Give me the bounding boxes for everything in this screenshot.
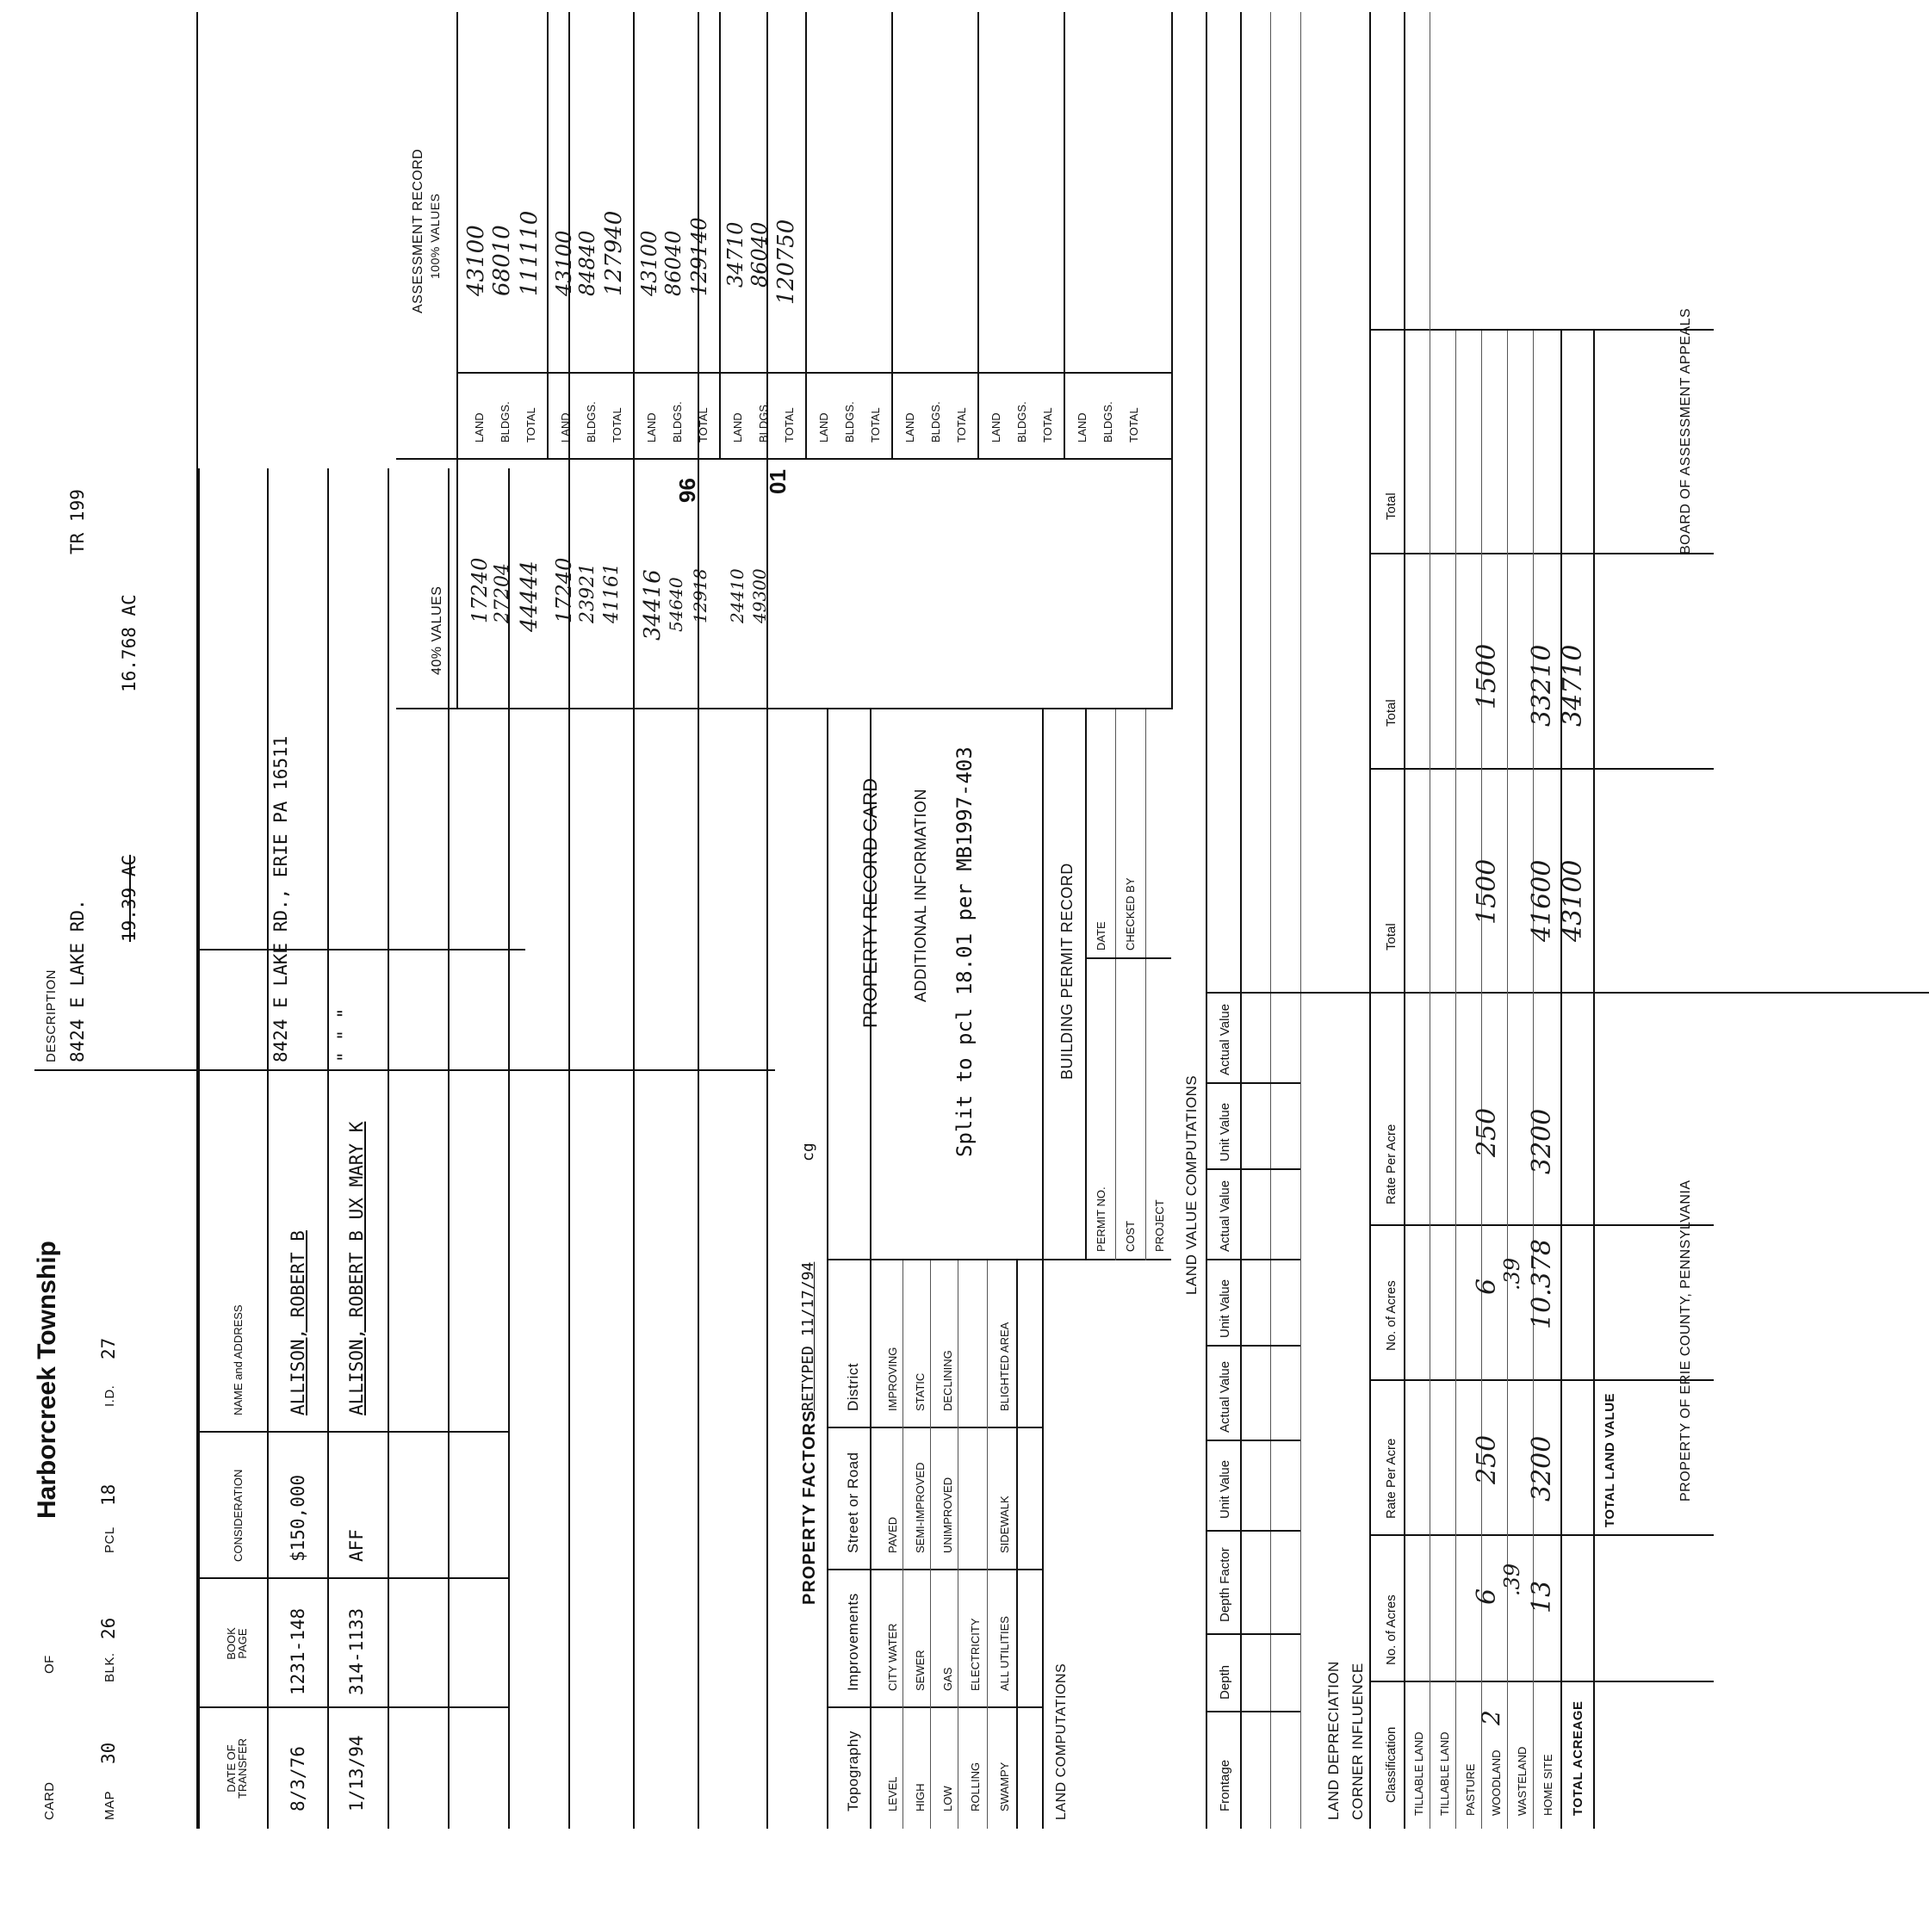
assess-year-96: 96 [674,478,700,503]
street-semi-improved: SEMI-IMPROVED [914,1462,927,1553]
assess-land-3: LAND [645,412,658,443]
transfer-consideration-1: $150,000 [288,1474,308,1562]
assess-total-4: TOTAL [783,407,796,443]
assess-value-4: 43100 [552,230,576,296]
homesite-total-2: 33210 [1527,644,1557,727]
transfer-date-2: 1/13/94 [346,1735,367,1811]
blk-value: 26 [98,1617,119,1639]
v40-11: 49300 [749,568,770,623]
v40-1: 17240 [468,557,492,623]
permit-title: BUILDING PERMIT RECORD [1058,863,1076,1080]
v40-2: 27204 [492,563,513,623]
assess-land-5: LAND [817,412,830,443]
footer-left: PROPERTY OF ERIE COUNTY, PENNSYLVANIA [1678,1180,1693,1502]
total-land-value: TOTAL LAND VALUE [1603,1392,1617,1527]
topo-swampy: SWAMPY [998,1762,1011,1811]
assess-total-3: TOTAL [697,407,710,443]
topo-low: LOW [941,1786,954,1811]
permit-no: PERMIT NO. [1095,1186,1107,1252]
lv-frontage: Frontage [1218,1759,1232,1811]
v40-10: 24410 [727,568,747,623]
pf-col-district: District [845,1363,861,1411]
homesite-rate: 3200 [1527,1435,1557,1502]
pf-col-topography: Topography [845,1731,861,1811]
assess-total-6: TOTAL [955,407,968,443]
assess-land-2: LAND [559,412,572,443]
tick-mark: 2 [1477,1710,1505,1725]
district-static: STATIC [914,1372,927,1411]
woodland-acres-2: 6 [1472,1278,1502,1295]
id-value: 27 [98,1337,119,1359]
property-factors-initials: cg [799,1142,817,1161]
v40-9: 12918 [690,568,710,623]
acreage-old: 19.39 AC [119,854,140,942]
transfer-address-1: 8424 E LAKE RD., ERIE PA 16511 [270,735,291,1062]
lv-unit-value-1: Unit Value [1218,1459,1232,1519]
lc-rate-2: Rate Per Acre [1384,1124,1399,1204]
col-consideration: CONSIDERATION [232,1469,245,1562]
impr-all-utilities: ALL UTILITIES [998,1616,1011,1691]
footer-right: BOARD OF ASSESSMENT APPEALS [1678,307,1693,554]
permit-checked: CHECKED BY [1124,877,1137,951]
topo-rolling: ROLLING [969,1762,982,1811]
description-tr: TR 199 [67,489,88,554]
col-book-page: BOOK PAGE [225,1627,249,1660]
assess-bldgs-3: BLDGS. [671,401,684,443]
assess-total-7: TOTAL [1041,407,1054,443]
land-depreciation: LAND DEPRECIATION [1325,1661,1342,1820]
acreage-new: 16.768 AC [119,594,140,692]
assess-value-9: 129140 [687,217,711,296]
assess-value-10: 34710 [723,221,747,288]
lc-classification: Classification [1384,1726,1399,1803]
district-declining: DECLINING [941,1350,954,1411]
transfer-book-2: 314-1133 [346,1607,367,1695]
lv-depth-factor: Depth Factor [1218,1547,1232,1622]
impr-electricity: ELECTRICITY [969,1618,982,1691]
transfer-book-1: 1231-148 [288,1607,308,1695]
impr-city-water: CITY WATER [886,1623,899,1691]
assess-land-1: LAND [473,412,486,443]
topo-level: LEVEL [886,1776,899,1811]
class-home-site: HOME SITE [1541,1754,1554,1816]
assess-land-6: LAND [903,412,916,443]
woodland-total-2: 1500 [1472,643,1502,709]
assess-value-5: 84840 [575,230,599,296]
map-label: MAP [102,1790,117,1820]
v40-7: 34416 [640,569,666,641]
wasteland-acres-2: .39 [1500,1257,1524,1291]
wasteland-acres: .39 [1500,1563,1524,1596]
map-value: 30 [98,1742,119,1764]
assessment-subtitle: 100% VALUES [428,193,442,279]
card-label: CARD [42,1781,57,1820]
impr-gas: GAS [941,1667,954,1691]
lc-rate-1: Rate Per Acre [1384,1438,1399,1519]
pf-col-improvements: Improvements [845,1593,861,1691]
assess-value-6: 127940 [601,210,627,296]
woodland-acres: 6 [1472,1588,1502,1605]
lv-depth: Depth [1218,1664,1232,1700]
corner-influence: CORNER INFLUENCE [1349,1663,1366,1820]
class-tillable-1: TILLABLE LAND [1412,1731,1425,1816]
lc-total-1: Total [1384,923,1399,951]
pcl-label: PCL [102,1526,117,1553]
homesite-acres: 13 [1527,1580,1557,1613]
assess-bldgs-1: BLDGS. [499,401,512,443]
lc-acres-1: No. of Acres [1384,1595,1399,1665]
transfer-address-2: " " " [334,1007,355,1062]
woodland-rate: 250 [1472,1434,1502,1484]
assess-year-01: 01 [765,469,791,494]
record-card-title: PROPERTY RECORD CARD [859,777,881,1028]
homesite-acres-2: 10.378 [1527,1239,1557,1329]
assess-total-5: TOTAL [869,407,882,443]
permit-cost: COST [1124,1220,1137,1252]
description-label: DESCRIPTION [44,969,59,1062]
lv-unit-value-3: Unit Value [1218,1102,1232,1161]
grand-total-1: 43100 [1558,859,1588,942]
assess-value-7: 43100 [637,230,661,296]
pf-col-street: Street or Road [845,1452,861,1553]
woodland-total-1: 1500 [1472,858,1502,925]
transfer-consideration-2: AFF [346,1529,367,1562]
id-label: I.D. [102,1384,117,1407]
values-40-label: 40% VALUES [430,585,444,675]
assess-value-11: 86040 [747,221,772,288]
assess-land-7: LAND [989,412,1002,443]
township-title: Harborcreek Township [33,1241,61,1519]
class-woodland: WOODLAND [1490,1749,1503,1816]
topo-high: HIGH [914,1783,927,1811]
assess-land-8: LAND [1076,412,1089,443]
assess-total-8: TOTAL [1127,407,1140,443]
assess-value-12: 120750 [773,219,799,305]
blk-label: BLK. [102,1652,117,1682]
property-factors-title: PROPERTY FACTORS [800,1409,819,1605]
permit-date: DATE [1095,921,1107,951]
homesite-total-1: 41600 [1527,859,1557,942]
impr-sewer: SEWER [914,1650,927,1691]
assess-total-2: TOTAL [611,407,623,443]
assess-value-8: 86040 [661,230,685,296]
assess-value-3: 111110 [517,210,543,296]
assess-bldgs-4: BLDGS. [757,401,770,443]
v40-5: 23921 [577,563,599,623]
assess-bldgs-6: BLDGS. [929,401,942,443]
transfer-date-1: 8/3/76 [288,1746,308,1811]
land-computations-title: LAND COMPUTATIONS [1054,1663,1069,1820]
district-blighted: BLIGHTED AREA [998,1322,1011,1411]
additional-info-label: ADDITIONAL INFORMATION [912,788,929,1002]
col-date-transfer: DATE OF TRANSFER [225,1737,249,1799]
property-factors-retyped: RETYPED 11/17/94 [799,1261,817,1411]
class-tillable-2: TILLABLE LAND [1438,1731,1451,1816]
lv-actual-value-2: Actual Value [1218,1180,1232,1252]
assess-bldgs-2: BLDGS. [585,401,598,443]
additional-info-text: Split to pcl 18.01 per MB1997-403 [952,746,977,1157]
street-unimproved: UNIMPROVED [941,1477,954,1553]
district-improving: IMPROVING [886,1347,899,1411]
assess-value-2: 68010 [489,225,515,296]
of-label: OF [42,1655,57,1674]
v40-3: 44444 [517,560,543,632]
lc-total-2: Total [1384,699,1399,727]
card-header [34,12,198,1829]
class-pasture: PASTURE [1464,1763,1477,1816]
transfer-name-1: ALLISON, ROBERT B [288,1230,308,1415]
assess-land-4: LAND [731,412,744,443]
assessment-title: ASSESSMENT RECORD [411,148,425,313]
v40-8: 54640 [666,577,686,632]
street-sidewalk: SIDEWALK [998,1495,1011,1553]
v40-4: 17240 [552,557,576,623]
street-paved: PAVED [886,1516,899,1553]
woodland-rate-2: 250 [1472,1107,1502,1157]
lc-total-3: Total [1384,492,1399,520]
assess-bldgs-5: BLDGS. [843,401,856,443]
total-acreage: TOTAL ACREAGE [1571,1700,1585,1816]
pcl-value: 18 [98,1483,119,1506]
permit-project: PROJECT [1153,1199,1166,1252]
homesite-rate-2: 3200 [1527,1108,1557,1174]
lv-unit-value-2: Unit Value [1218,1279,1232,1338]
transfer-name-2: ALLISON, ROBERT B UX MARY K [346,1121,367,1415]
assess-bldgs-7: BLDGS. [1015,401,1028,443]
lv-actual-value-3: Actual Value [1218,1003,1232,1075]
lc-acres-2: No. of Acres [1384,1280,1399,1351]
description-line1: 8424 E LAKE RD. [67,899,88,1062]
class-wasteland: WASTELAND [1516,1746,1529,1816]
col-name-address: NAME and ADDRESS [232,1304,245,1415]
land-value-computations-title: LAND VALUE COMPUTATIONS [1183,1074,1200,1295]
lv-actual-value-1: Actual Value [1218,1360,1232,1433]
assess-value-1: 43100 [463,225,489,296]
grand-total-2: 34710 [1558,644,1588,727]
v40-6: 41161 [601,563,623,623]
assess-total-1: TOTAL [524,407,537,443]
assess-bldgs-8: BLDGS. [1101,401,1114,443]
